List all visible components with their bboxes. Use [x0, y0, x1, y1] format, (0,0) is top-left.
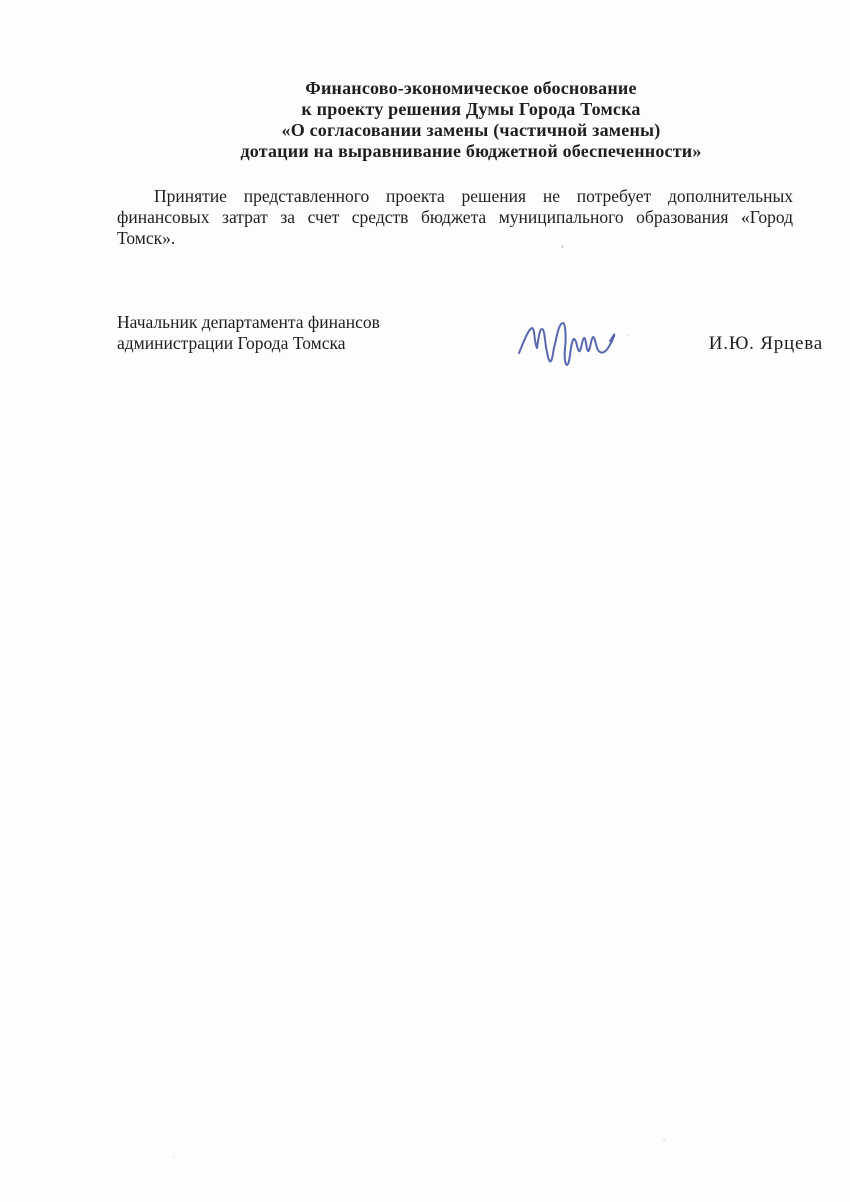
- scan-speck: [663, 1139, 666, 1142]
- title-line-4: дотации на выравнивание бюджетной обеспеченности»: [240, 141, 702, 161]
- signature-ink-stroke: [519, 323, 614, 365]
- document-title: [133, 78, 809, 162]
- body-line-2: финансовых затрат за счет средств бюджета муниципального образования «Город: [117, 207, 793, 227]
- body-line-1: Принятие представленного проекта решения не потребует дополнительных: [154, 186, 793, 206]
- scan-speck: [626, 334, 629, 336]
- title-line-3: «О согласовании замены (частичной замены): [281, 120, 661, 140]
- title-line-2: к проекту решения Думы Города Томска: [301, 99, 641, 119]
- body-line-3: Томск».: [117, 228, 176, 248]
- handwritten-signature-icon: [503, 316, 623, 371]
- signer-position-line-1: Начальник департамента финансов: [117, 312, 380, 332]
- body-paragraph: [117, 186, 793, 249]
- scan-speck: [172, 1156, 175, 1158]
- title-line-1: Финансово-экономическое обоснование: [305, 78, 637, 98]
- signer-name: И.Ю. Ярцева: [708, 333, 823, 354]
- signer-position-line-2: администрации Города Томска: [117, 333, 346, 353]
- signer-position: [117, 312, 380, 354]
- scan-speck: [561, 245, 564, 248]
